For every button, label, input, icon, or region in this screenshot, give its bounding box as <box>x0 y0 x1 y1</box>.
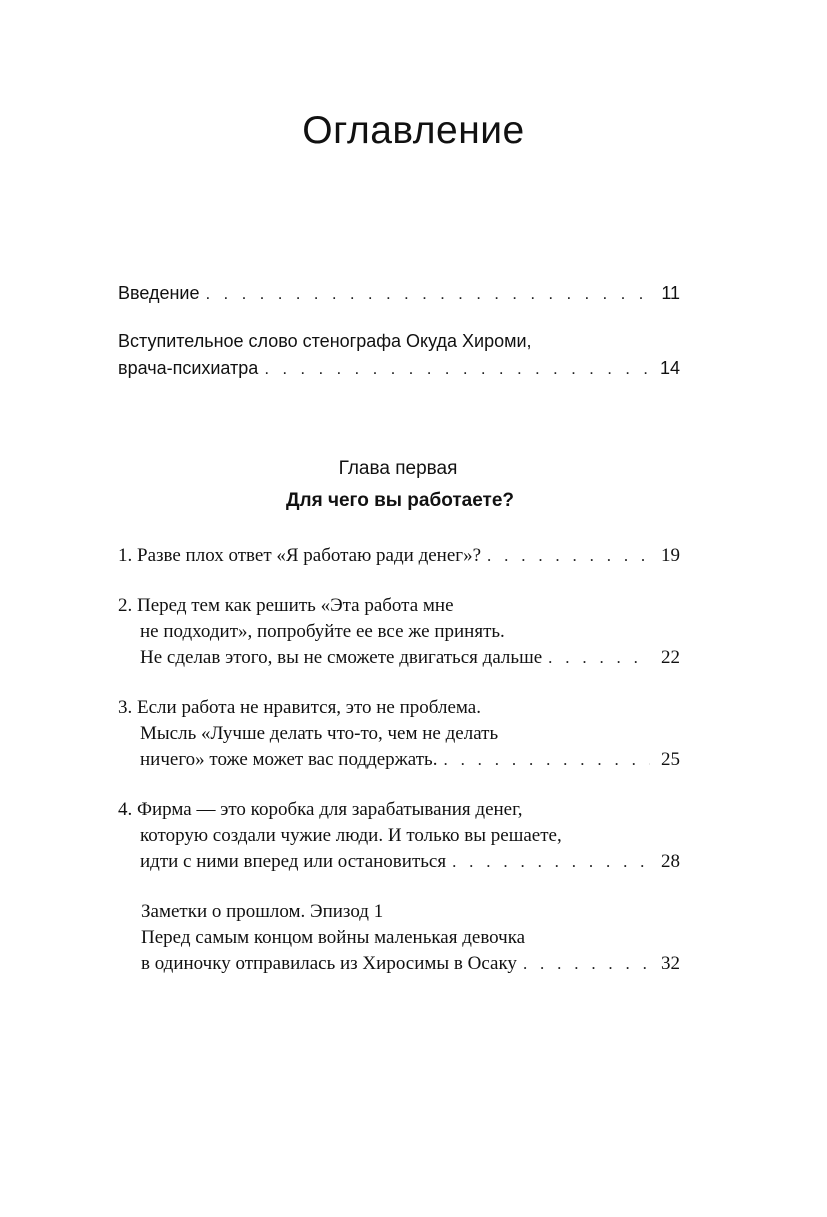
dot-leader <box>452 849 650 875</box>
toc-entry-title-line: 3. Если работа не нравится, это не проблема. <box>118 697 481 718</box>
dot-leader <box>443 747 650 773</box>
toc-page-number: 25 <box>661 749 680 770</box>
toc-entry-stenographer-foreword[interactable] <box>118 328 680 381</box>
toc-entry-introduction[interactable] <box>118 280 680 306</box>
toc-entry-title-line: Перед самым концом войны маленькая девочка <box>141 927 526 948</box>
toc-entry-title-line: идти с ними вперед или остановиться <box>140 851 447 872</box>
toc-page-number: 32 <box>661 953 680 974</box>
toc-entry-title-line: Мысль «Лучше делать что-то, чем не делать <box>140 723 499 744</box>
toc-entry-title-line: которую создали чужие люди. И только вы решаете, <box>140 825 562 846</box>
toc-entry-title-line: Не сделав этого, вы не сможете двигаться дальше <box>140 647 543 668</box>
toc-page-number: 14 <box>659 358 680 378</box>
dot-leader <box>206 281 650 307</box>
toc-page-number: 11 <box>661 283 680 303</box>
chapter-label: Глава первая <box>338 458 458 479</box>
toc-entry-title: Введение <box>118 283 200 303</box>
toc-page-number: 19 <box>661 545 680 566</box>
toc-page-number: 22 <box>661 647 680 668</box>
dot-leader <box>487 543 650 569</box>
toc-entry-4[interactable] <box>118 797 680 875</box>
toc-entry-episode-1[interactable] <box>118 899 680 977</box>
dot-leader <box>548 645 650 671</box>
toc-entry-title: 1. Разве плох ответ «Я работаю ради денег»? <box>118 545 482 566</box>
page-title: Оглавление <box>302 109 525 152</box>
toc-entry-1[interactable] <box>118 543 680 569</box>
toc-page-number: 28 <box>661 851 680 872</box>
dot-leader <box>264 356 650 382</box>
toc-entry-title-line: 2. Перед тем как решить «Эта работа мне <box>118 595 454 616</box>
toc-entry-title-line: Вступительное слово стенографа Окуда Хироми, <box>118 331 532 351</box>
toc-entry-title-line: ничего» тоже может вас поддержать. <box>140 749 438 770</box>
toc-entry-2[interactable] <box>118 593 680 671</box>
toc-entry-title-line: в одиночку отправилась из Хиросимы в Осаку <box>141 953 517 974</box>
toc-entry-3[interactable] <box>118 695 680 773</box>
toc-entry-title-line: Заметки о прошлом. Эпизод 1 <box>141 901 384 922</box>
toc-entry-title-line: не подходит», попробуйте ее все же принять. <box>140 621 505 642</box>
toc-entry-title-line: врача-психиатра <box>118 358 259 378</box>
chapter-title: Для чего вы работаете? <box>285 490 514 511</box>
dot-leader <box>523 951 650 977</box>
toc-entry-title-line: 4. Фирма — это коробка для зарабатывания денег, <box>118 799 523 820</box>
